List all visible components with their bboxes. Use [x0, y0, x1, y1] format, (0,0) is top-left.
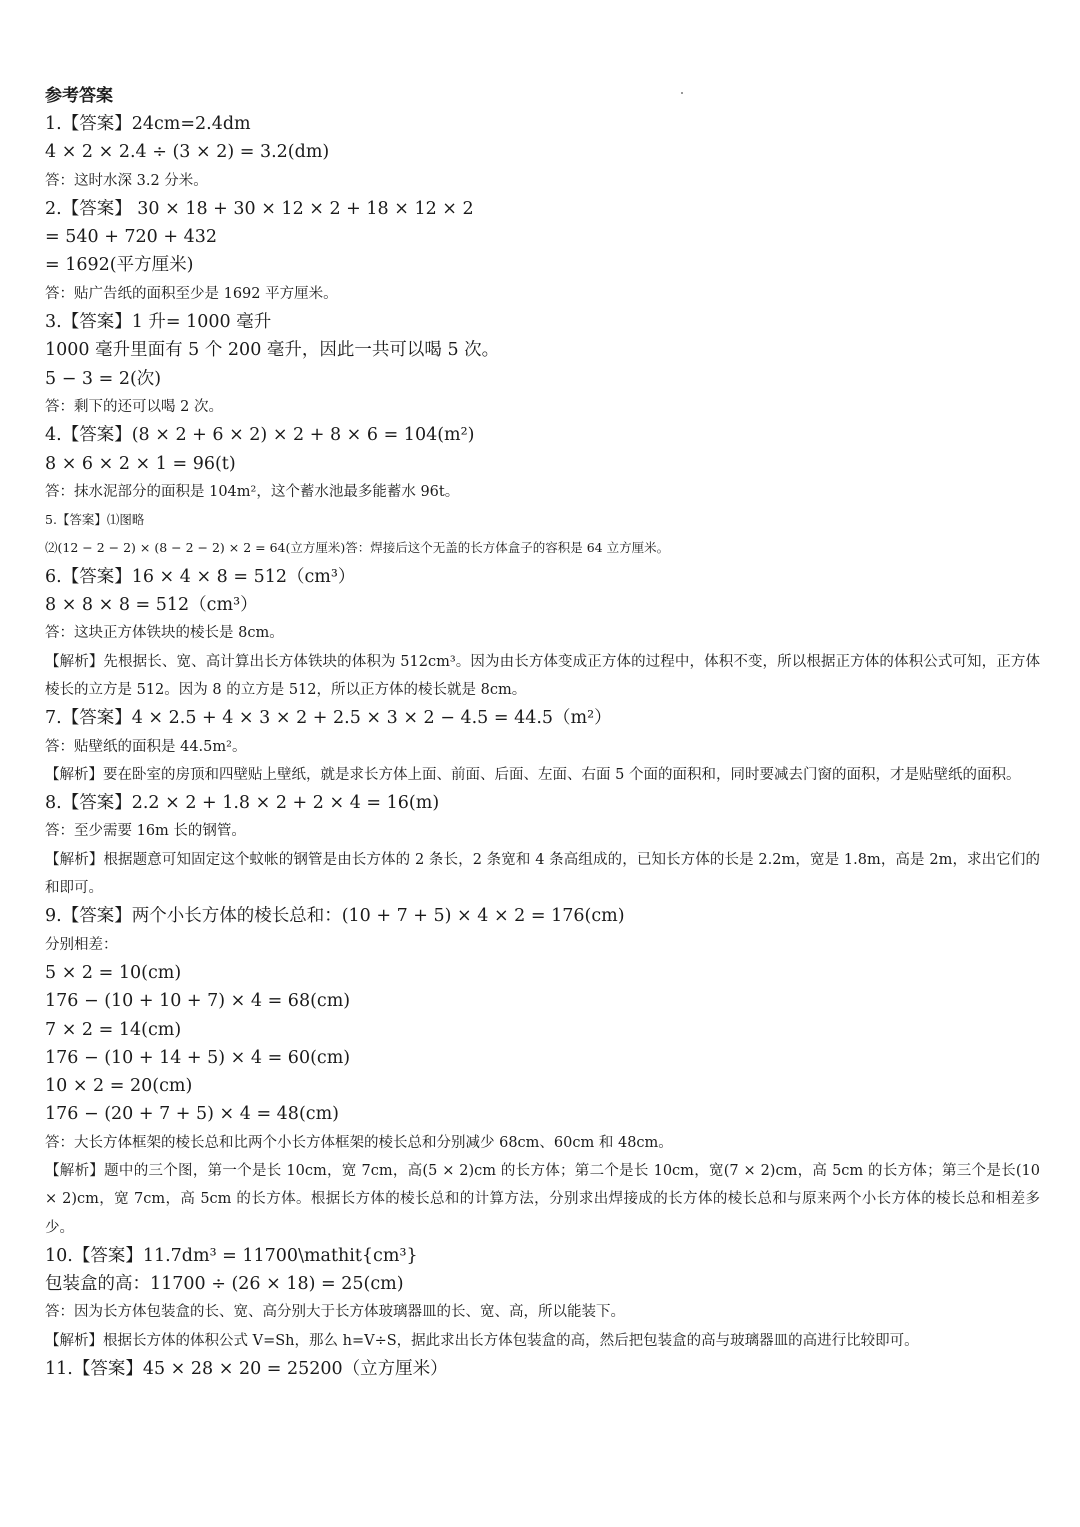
text-line: 10.【答案】11.7dm³ = 11700\mathit{cm³}: [45, 1245, 418, 1266]
text-line: 8.【答案】2.2 × 2 + 1.8 × 2 + 2 × 4 = 16(m): [45, 793, 440, 814]
text-line: 【解析】根据题意可知固定这个蚊帐的钢管是由长方体的 2 条长，2 条宽和 4 条高组成的，已知长方体的长是 2.2m，宽是 1.8m，高是 2m，求出它们的和即可。: [45, 851, 1040, 897]
text-line: 7 × 2 = 14(cm): [45, 1019, 182, 1040]
text-line: 答：这块正方体铁块的棱长是 8cm。: [45, 625, 284, 642]
answer-content: [45, 82, 1040, 1383]
text-line: 答：抹水泥部分的面积是 104m²，这个蓄水池最多能蓄水 96t。: [45, 483, 460, 500]
text-line: 8 × 8 × 8 = 512（cm³）: [45, 595, 258, 616]
text-line: 答：剩下的还可以喝 2 次。: [45, 398, 223, 415]
answer-lines: [45, 110, 1040, 1383]
text-line: 答：因为长方体包装盒的长、宽、高分别大于长方体玻璃器皿的长、宽、高，所以能装下。: [45, 1304, 625, 1321]
text-line: 11.【答案】45 × 28 × 20 = 25200（立方厘米）: [45, 1359, 448, 1380]
text-line: 答：至少需要 16m 长的钢管。: [45, 823, 246, 840]
text-line: 答：大长方体框架的棱长总和比两个小长方体框架的棱长总和分别减少 68cm、60cm 和 48cm。: [45, 1134, 673, 1151]
text-line: 【解析】题中的三个图，第一个是长 10cm，宽 7cm，高(5 × 2)cm 的长方体；第二个是长 10cm，宽(7 × 2)cm，高 5cm 的长方体；第三个是长(10 × 2)cm，宽 7cm，高 5cm 的长方体。根据长方体的棱长总和的计算方法，分别求出焊接成的长方体的棱长总和与原来两个小长方体的棱长总和相差多少。: [45, 1162, 1040, 1236]
text-line: 176 − (10 + 14 + 5) × 4 = 60(cm): [45, 1047, 351, 1068]
text-line: 答：这时水深 3.2 分米。: [45, 172, 208, 189]
text-line: ⑵(12 − 2 − 2) × (8 − 2 − 2) × 2 = 64(立方厘米)答：焊接后这个无盖的长方体盒子的容积是 64 立方厘米。: [45, 540, 670, 556]
text-line: 5 − 3 = 2(次): [45, 368, 162, 389]
text-line: 8 × 6 × 2 × 1 = 96(t): [45, 453, 236, 474]
page-title: 参考答案: [45, 86, 113, 106]
text-line: 5 × 2 = 10(cm): [45, 962, 182, 983]
text-line: 176 − (10 + 10 + 7) × 4 = 68(cm): [45, 991, 351, 1012]
text-line: 7.【答案】4 × 2.5 + 4 × 3 × 2 + 2.5 × 3 × 2 − 4.5 = 44.5（m²）: [45, 708, 612, 729]
text-line: 9.【答案】两个小长方体的棱长总和：(10 + 7 + 5) × 4 × 2 = 176(cm): [45, 906, 625, 927]
text-line: = 540 + 720 + 432: [45, 227, 218, 248]
text-line: 【解析】根据长方体的体积公式 V=Sh，那么 h=V÷S，据此求出长方体包装盒的高，然后把包装盒的高与玻璃器皿的高进行比较即可。: [45, 1332, 919, 1349]
text-line: 包装盒的高：11700 ÷ (26 × 18) = 25(cm): [45, 1274, 404, 1295]
text-line: 2.【答案】 30 × 18 + 30 × 12 × 2 + 18 × 12 × 2: [45, 198, 474, 219]
text-line: 4.【答案】(8 × 2 + 6 × 2) × 2 + 8 × 6 = 104(m²): [45, 425, 475, 446]
text-line: 1.【答案】24cm=2.4dm: [45, 114, 251, 134]
text-line: 4 × 2 × 2.4 ÷ (3 × 2) = 3.2(dm): [45, 142, 330, 163]
text-line: 分别相差：: [45, 936, 118, 953]
text-line: 【解析】先根据长、宽、高计算出长方体铁块的体积为 512cm³。因为由长方体变成正方体的过程中，体积不变，所以根据正方体的体积公式可知，正方体棱长的立方是 512。因为 8 的立方是 512，所以正方体的棱长就是 8cm。: [45, 653, 1040, 698]
text-line: 10 × 2 = 20(cm): [45, 1076, 193, 1097]
text-line: 1000 毫升里面有 5 个 200 毫升，因此一共可以喝 5 次。: [45, 340, 500, 361]
text-line: 答：贴壁纸的面积是 44.5m²。: [45, 738, 247, 755]
text-line: 5.【答案】⑴图略: [45, 512, 145, 528]
text-line: 3.【答案】1 升= 1000 毫升: [45, 312, 272, 333]
text-line: 6.【答案】16 × 4 × 8 = 512（cm³）: [45, 566, 356, 587]
text-line: 176 − (20 + 7 + 5) × 4 = 48(cm): [45, 1104, 339, 1125]
text-line: 答：贴广告纸的面积至少是 1692 平方厘米。: [45, 285, 338, 302]
text-line: 【解析】要在卧室的房顶和四壁贴上壁纸，就是求长方体上面、前面、后面、左面、右面 5 个面的面积和，同时要减去门窗的面积，才是贴壁纸的面积。: [45, 766, 1021, 783]
text-line: = 1692(平方厘米): [45, 255, 194, 276]
